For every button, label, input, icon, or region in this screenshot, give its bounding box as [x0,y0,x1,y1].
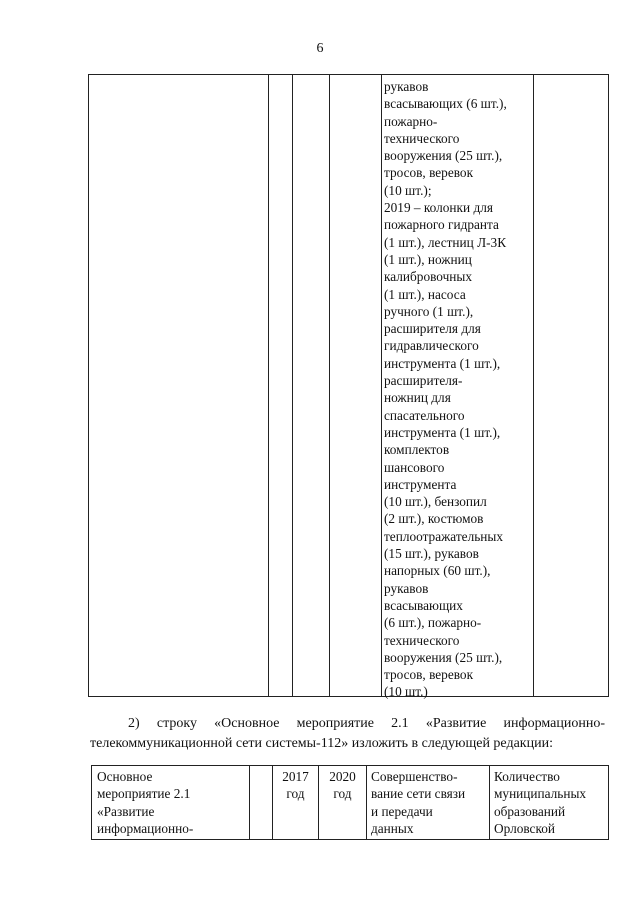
cell-line: вооружения (25 шт.), [384,649,503,665]
cell-line: (10 шт.) [384,684,428,700]
activity-table [91,765,609,840]
table-column-divider [249,766,250,839]
cell-line: 2019 – колонки для [384,200,493,216]
cell-line: инструмента (1 шт.), [384,355,501,371]
table-column-divider [489,766,490,839]
cell-line: (10 шт.), бензопил [384,494,487,510]
activity-name-cell: Основное мероприятие 2.1 «Развитие информационно- [97,769,194,836]
cell-line: теплоотражательных [384,528,503,544]
table-column-divider [268,75,269,696]
start-year-cell: 2017 год [282,769,309,802]
cell-line: ножниц для [384,390,451,406]
amendment-paragraph [90,714,605,754]
cell-line: расширителя- [384,373,463,389]
cell-line: всасывающих (6 шт.), [384,96,507,112]
indicator-cell: Количество муниципальных образований Орловской [494,769,587,836]
equipment-list-cell [384,78,536,701]
cell-line: технического [384,130,460,146]
table-column-divider [381,75,382,696]
cell-line: шансового [384,459,445,475]
cell-line: (1 шт.), насоса [384,286,466,302]
cell-line: пожарного гидранта [384,217,499,233]
cell-line: (1 шт.), ножниц [384,251,472,267]
cell-line: тросов, веревок [384,667,474,683]
cell-line: пожарно- [384,113,438,129]
cell-line: (10 шт.); [384,182,432,198]
table-column-divider [329,75,330,696]
cell-line: вооружения (25 шт.), [384,148,503,164]
table-column-divider [366,766,367,839]
cell-line: ручного (1 шт.), [384,303,474,319]
cell-line: (15 шт.), рукавов [384,546,479,562]
paragraph-line: телекоммуникационной сети системы-112» изложить в следующей редакции: [90,736,553,751]
cell-line: (1 шт.), лестниц Л-3К [384,234,507,250]
cell-line: напорных (60 шт.), [384,563,491,579]
cell-line: (2 шт.), костюмов [384,511,484,527]
cell-line: расширителя для [384,321,481,337]
cell-line: инструмента (1 шт.), [384,424,501,440]
table-column-divider [292,75,293,696]
cell-line: комплектов [384,442,450,458]
cell-line: калибровочных [384,269,472,285]
cell-line: всасывающих [384,597,463,613]
cell-line: рукавов [384,79,429,94]
page-number: 6 [316,41,324,56]
description-cell: Совершенство- вание сети связи и передачи данных [371,769,466,836]
continued-table [88,74,609,700]
cell-line: тросов, веревок [384,165,474,181]
cell-line: гидравлического [384,338,479,354]
cell-line: технического [384,632,460,648]
cell-line: рукавов [384,580,429,596]
cell-line: спасательного [384,407,465,423]
cell-line: (6 шт.), пожарно- [384,615,482,631]
paragraph-line: 2) строку «Основное мероприятие 2.1 «Развитие информационно- [128,716,605,731]
cell-line: инструмента [384,476,457,492]
end-year-cell: 2020 год [329,769,356,802]
